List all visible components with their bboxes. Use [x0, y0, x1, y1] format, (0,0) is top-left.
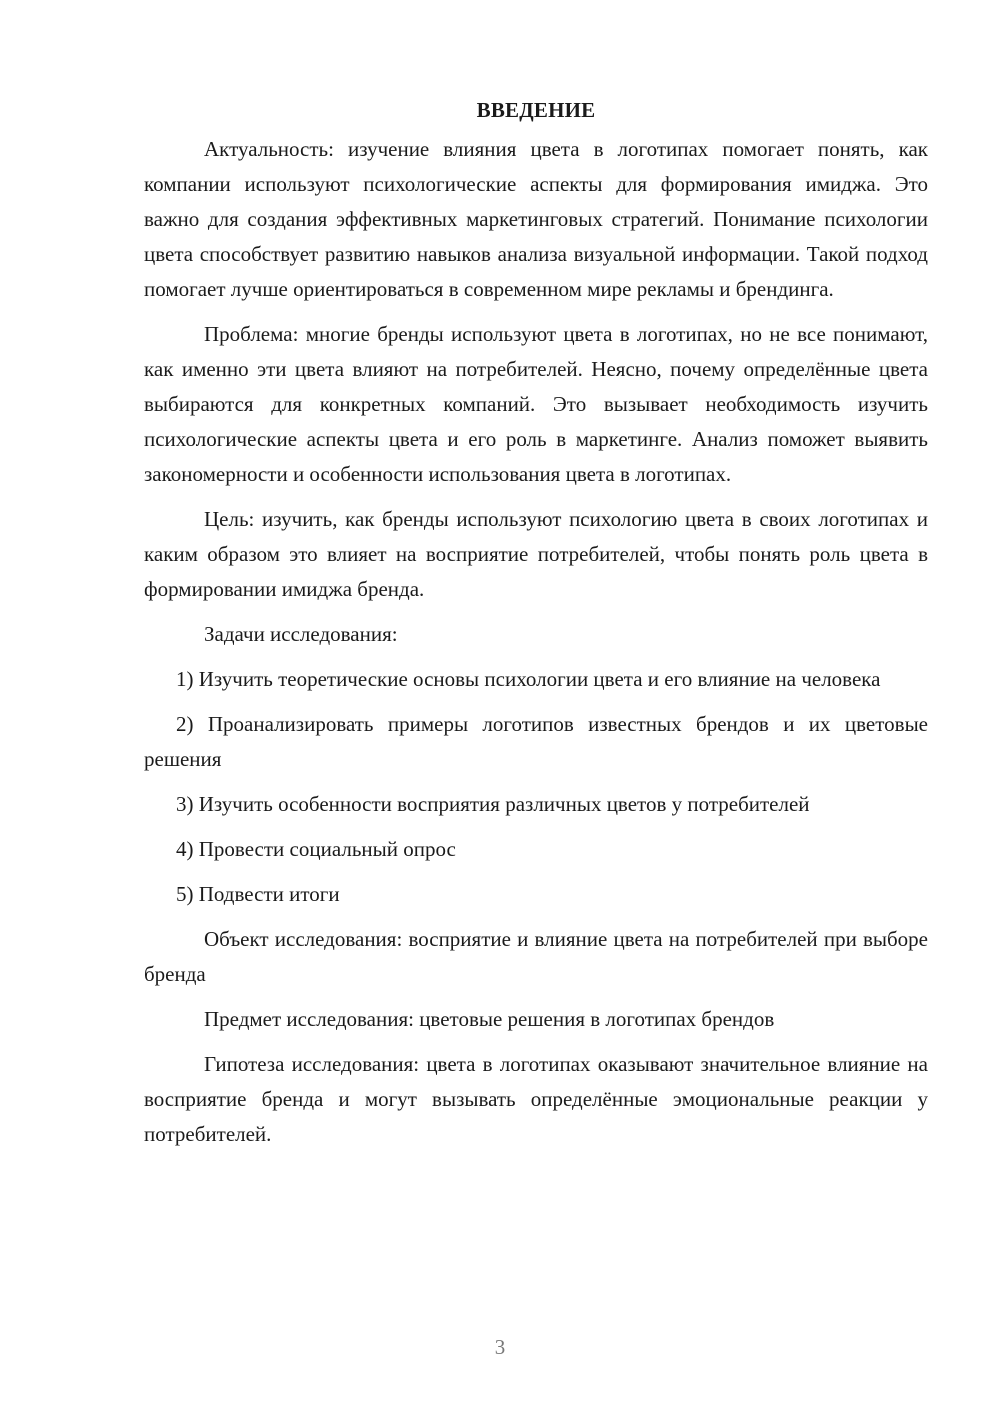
task-item-4: 4) Провести социальный опрос — [176, 837, 456, 861]
task-item-1: 1) Изучить теоретические основы психологии цвета и его влияние на человека — [176, 667, 881, 691]
task-item-5: 5) Подвести итоги — [176, 882, 340, 906]
page-title: ВВЕДЕНИЕ — [476, 98, 596, 122]
paragraph-problem: Проблема: многие бренды используют цвета в логотипах, но не все понимают, как именно эти цвета влияют на потребителей. Неясно, почему определённые цвета выбираются для конкретных компаний. Это вызывает необходимость изучить психологические аспекты цвета и его роль в маркетинге. Анализ поможет выявить закономерности и особенности использования цвета в логотипах. — [144, 322, 928, 486]
paragraph-hypothesis: Гипотеза исследования: цвета в логотипах оказывают значительное влияние на восприятие бренда и могут вызывать определённые эмоциональные реакции у потребителей. — [144, 1052, 928, 1146]
page-number: 3 — [494, 1335, 506, 1359]
task-item-2: 2) Проанализировать примеры логотипов известных брендов и их цветовые решения — [144, 712, 928, 771]
task-item-3: 3) Изучить особенности восприятия различных цветов у потребителей — [176, 792, 810, 816]
tasks-heading: Задачи исследования: — [204, 622, 398, 646]
paragraph-subject: Предмет исследования: цветовые решения в логотипах брендов — [204, 1007, 775, 1031]
paragraph-goal: Цель: изучить, как бренды используют психологию цвета в своих логотипах и каким образом это влияет на восприятие потребителей, чтобы понять роль цвета в формировании имиджа бренда. — [144, 507, 928, 601]
paragraph-object: Объект исследования: восприятие и влияние цвета на потребителей при выборе бренда — [144, 927, 928, 986]
document-page — [144, 92, 928, 1152]
paragraph-relevance: Актуальность: изучение влияния цвета в логотипах помогает понять, как компании используют психологические аспекты для формирования имиджа. Это важно для создания эффективных маркетинговых стратегий. Понимание психологии цвета способствует развитию навыков анализа визуальной информации. Такой подход помогает лучше ориентироваться в современном мире рекламы и брендинга. — [144, 137, 928, 301]
